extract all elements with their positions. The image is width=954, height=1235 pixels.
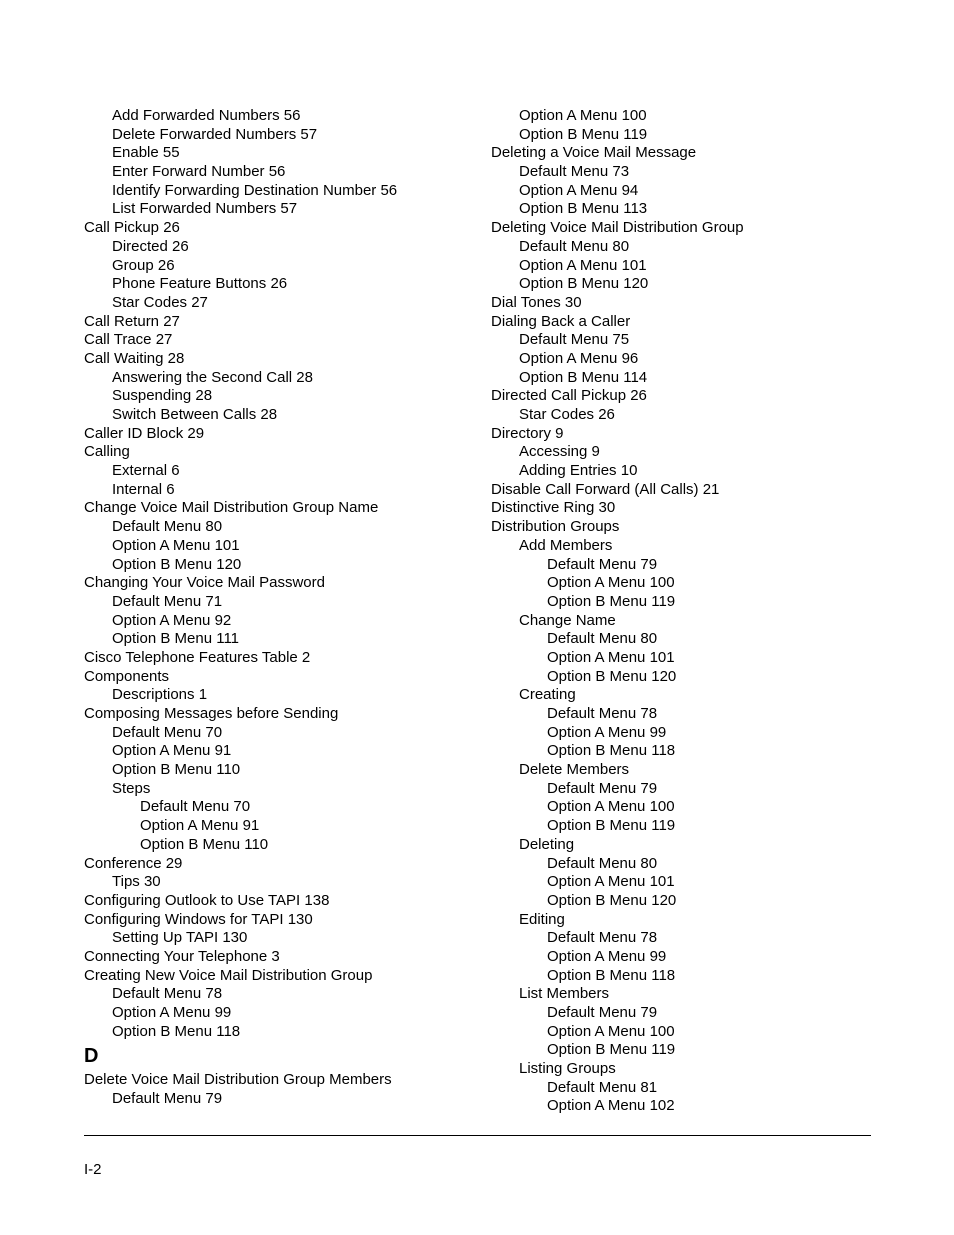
index-subentry: List Forwarded Numbers 57 [112, 200, 298, 218]
index-entry: Deleting Voice Mail Distribution Group [491, 219, 744, 237]
index-subentry: Change Name [519, 611, 616, 629]
index-subentry: Accessing 9 [519, 443, 600, 461]
index-entry: Distinctive Ring 30 [491, 499, 616, 517]
index-subentry: Option A Menu 92 [112, 611, 232, 629]
index-entry: Call Trace 27 [84, 331, 173, 349]
index-subentry: Default Menu 70 [112, 723, 223, 741]
index-subentry: Option A Menu 99 [547, 723, 667, 741]
index-entry: Deleting a Voice Mail Message [491, 144, 697, 162]
index-subentry: Setting Up TAPI 130 [112, 929, 248, 947]
index-subentry: Group 26 [112, 256, 175, 274]
index-entry: Calling [84, 443, 130, 461]
index-subentry: Option A Menu 100 [519, 107, 647, 124]
index-subentry: Switch Between Calls 28 [112, 406, 278, 423]
index-subentry: Add Forwarded Numbers 56 [112, 107, 301, 124]
index-subentry: Enter Forward Number 56 [112, 163, 286, 181]
index-subentry: Default Menu 75 [519, 331, 630, 349]
index-entry: Cisco Telephone Features Table 2 [84, 648, 311, 666]
index-entry: Dial Tones 30 [491, 293, 582, 311]
section-letter-heading: D [84, 1045, 99, 1068]
index-subentry: Default Menu 79 [112, 1090, 223, 1108]
index-entry: Composing Messages before Sending [84, 705, 339, 722]
index-subentry: Option B Menu 114 [519, 368, 648, 386]
index-subentry: Option B Menu 120 [519, 275, 649, 293]
index-entry: Disable Call Forward (All Calls) 21 [491, 480, 720, 498]
index-subentry: List Members [519, 985, 610, 1003]
index-subentry: Option B Menu 118 [547, 966, 676, 984]
page-number: I-2 [84, 1161, 102, 1178]
index-entry: Dialing Back a Caller [491, 312, 631, 330]
index-subentry: Option B Menu 110 [112, 761, 241, 779]
index-subentry: Answering the Second Call 28 [112, 368, 313, 386]
index-subentry: Default Menu 80 [519, 237, 630, 255]
index-entry: Call Waiting 28 [84, 349, 185, 367]
index-subentry: Default Menu 79 [547, 779, 658, 797]
index-subentry: Option A Menu 102 [547, 1097, 675, 1115]
index-subentry: Default Menu 78 [547, 929, 658, 947]
index-subentry: Option B Menu 120 [112, 555, 242, 573]
index-subentry: Option A Menu 101 [519, 256, 647, 274]
index-subentry: Steps [112, 779, 151, 797]
index-subentry: Adding Entries 10 [519, 462, 638, 480]
index-subentry: Option B Menu 120 [547, 667, 677, 685]
index-subentry: Option A Menu 100 [547, 574, 675, 592]
index-subentry: Default Menu 81 [547, 1078, 658, 1096]
index-subentry: Deleting [519, 835, 575, 853]
index-subentry: Delete Forwarded Numbers 57 [112, 125, 318, 143]
index-subentry: Default Menu 79 [547, 555, 658, 573]
index-entry: Creating New Voice Mail Distribution Group [84, 966, 373, 984]
index-subentry: Default Menu 80 [112, 518, 223, 536]
index-subentry: Descriptions 1 [112, 686, 208, 704]
index-entry: Configuring Outlook to Use TAPI 138 [84, 891, 330, 909]
index-subentry: Suspending 28 [112, 387, 213, 405]
index-subentry: Default Menu 78 [547, 705, 658, 722]
index-subentry: Default Menu 70 [140, 798, 251, 816]
index-entry: Directed Call Pickup 26 [491, 387, 647, 405]
index-subentry: Default Menu 78 [112, 985, 223, 1003]
index-entry: Call Return 27 [84, 312, 180, 330]
index-subentry: Option B Menu 118 [112, 1022, 241, 1040]
index-entry: Configuring Windows for TAPI 130 [84, 910, 313, 928]
index-subentry: Option B Menu 119 [547, 817, 676, 835]
index-subentry: Option A Menu 96 [519, 349, 639, 367]
index-subentry: Default Menu 73 [519, 163, 630, 181]
index-entry: Change Voice Mail Distribution Group Name [84, 499, 379, 517]
index-entry: Caller ID Block 29 [84, 424, 205, 442]
index-subentry: Directed 26 [112, 237, 189, 255]
index-subentry: Star Codes 26 [519, 406, 615, 423]
index-entry: Conference 29 [84, 854, 183, 872]
index-subentry: Phone Feature Buttons 26 [112, 275, 288, 293]
index-subentry: Option B Menu 118 [547, 742, 676, 760]
index-subentry: Default Menu 71 [112, 592, 223, 610]
index-subentry: Creating [519, 686, 576, 704]
index-entry: Changing Your Voice Mail Password [84, 574, 325, 592]
index-column-right [491, 107, 871, 1116]
index-subentry: Option A Menu 101 [112, 536, 240, 554]
index-subentry: Add Members [519, 536, 613, 554]
index-entry: Connecting Your Telephone 3 [84, 947, 280, 965]
index-subentry: Option A Menu 91 [140, 817, 260, 835]
index-entry: Call Pickup 26 [84, 219, 180, 237]
index-subentry: Option A Menu 94 [519, 181, 639, 199]
index-subentry: Internal 6 [112, 480, 175, 498]
index-subentry: Option A Menu 99 [547, 947, 667, 965]
index-entry: Delete Voice Mail Distribution Group Members [84, 1071, 392, 1089]
index-subentry: Option B Menu 110 [140, 835, 269, 853]
index-subentry: External 6 [112, 462, 180, 480]
index-subentry: Option A Menu 101 [547, 873, 675, 891]
index-subentry: Option A Menu 100 [547, 798, 675, 816]
index-subentry: Option B Menu 119 [547, 1041, 676, 1059]
index-subentry: Identify Forwarding Destination Number 56 [112, 181, 398, 199]
index-subentry: Enable 55 [112, 144, 180, 162]
index-subentry: Option B Menu 111 [112, 630, 240, 648]
index-subentry: Editing [519, 910, 565, 928]
index-entry: Directory 9 [491, 424, 564, 442]
index-column-left [84, 107, 484, 1109]
index-subentry: Option A Menu 99 [112, 1004, 232, 1021]
index-subentry: Option A Menu 101 [547, 648, 675, 666]
footer-divider [84, 1135, 871, 1136]
index-subentry: Option A Menu 91 [112, 742, 232, 760]
index-subentry: Default Menu 79 [547, 1004, 658, 1021]
index-subentry: Option B Menu 119 [547, 592, 676, 610]
index-subentry: Star Codes 27 [112, 293, 208, 311]
index-subentry: Default Menu 80 [547, 630, 658, 648]
index-subentry: Option B Menu 113 [519, 200, 648, 218]
index-subentry: Tips 30 [112, 873, 161, 891]
index-subentry: Delete Members [519, 761, 630, 779]
index-subentry: Option B Menu 120 [547, 891, 677, 909]
index-subentry: Option B Menu 119 [519, 125, 648, 143]
index-subentry: Option A Menu 100 [547, 1022, 675, 1040]
index-entry: Components [84, 667, 170, 685]
index-entry: Distribution Groups [491, 518, 620, 536]
index-subentry: Listing Groups [519, 1060, 616, 1078]
index-subentry: Default Menu 80 [547, 854, 658, 872]
